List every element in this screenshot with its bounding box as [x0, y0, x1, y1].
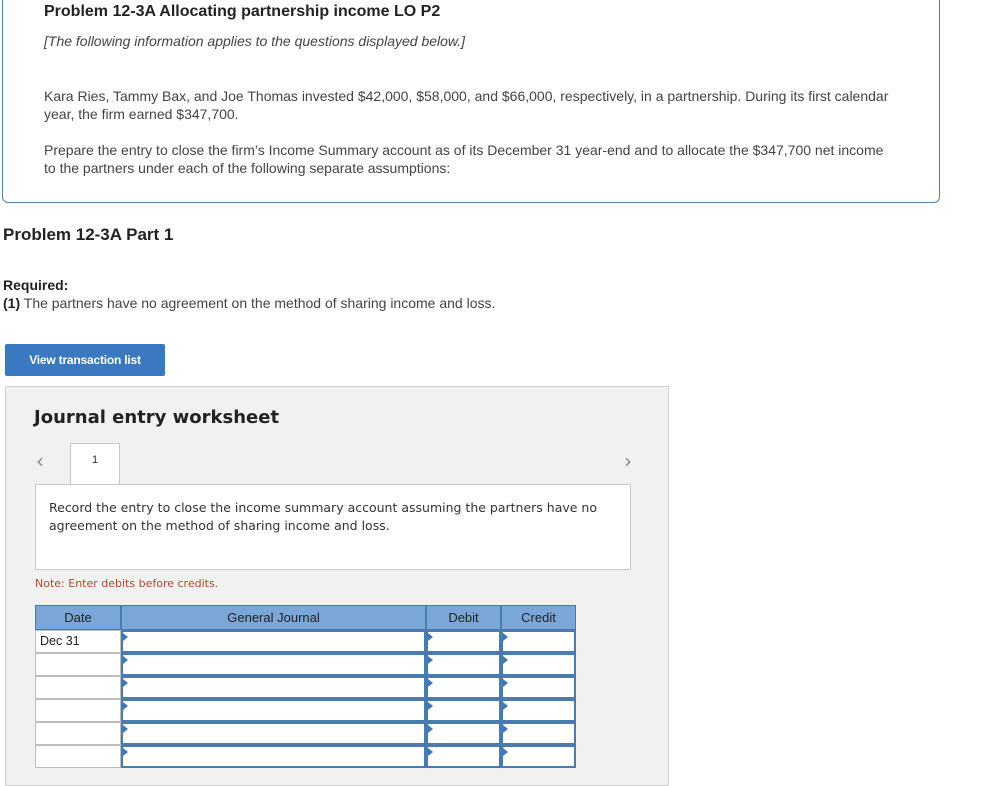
account-input[interactable]	[121, 630, 426, 653]
worksheet-instruction: Record the entry to close the income summary account assuming the partners have no agreement on the method of sharing income and loss.	[35, 484, 631, 570]
credit-input[interactable]	[501, 653, 576, 676]
date-cell	[35, 676, 121, 699]
header-general-journal: General Journal	[121, 605, 426, 630]
dropdown-marker-icon	[503, 725, 508, 733]
dropdown-marker-icon	[503, 633, 508, 641]
dropdown-marker-icon	[503, 748, 508, 756]
journal-body	[35, 630, 576, 768]
dropdown-marker-icon	[123, 679, 128, 687]
credit-input[interactable]	[501, 745, 576, 768]
worksheet-title: Journal entry worksheet	[34, 407, 280, 428]
account-input[interactable]	[121, 676, 426, 699]
date-cell	[35, 653, 121, 676]
problem-paragraph-instructions: Prepare the entry to close the firm’s Income Summary account as of its December 31 year-end and to allocate the $347,700 net income to the partners under each of the following separate assumptions:	[44, 142, 884, 176]
part-title: Problem 12-3A Part 1	[3, 225, 174, 244]
dropdown-marker-icon	[503, 656, 508, 664]
journal-table	[35, 605, 576, 768]
table-row	[35, 699, 576, 722]
table-row	[35, 630, 576, 653]
dropdown-marker-icon	[123, 633, 128, 641]
journal-entry-worksheet	[5, 386, 669, 786]
table-row	[35, 745, 576, 768]
dropdown-marker-icon	[123, 656, 128, 664]
tab-transaction-1[interactable]: 1	[70, 443, 120, 485]
debit-input[interactable]	[426, 722, 501, 745]
dropdown-marker-icon	[123, 702, 128, 710]
date-cell	[35, 699, 121, 722]
debit-input[interactable]	[426, 745, 501, 768]
credit-input[interactable]	[501, 722, 576, 745]
chevron-right-icon[interactable]: ›	[624, 449, 632, 473]
required-number: (1)	[3, 295, 21, 311]
debit-input[interactable]	[426, 699, 501, 722]
dropdown-marker-icon	[428, 725, 433, 733]
credit-input[interactable]	[501, 699, 576, 722]
date-cell	[35, 745, 121, 768]
header-debit: Debit	[426, 605, 501, 630]
applies-note: [The following information applies to the questions displayed below.]	[44, 33, 466, 49]
dropdown-marker-icon	[123, 725, 128, 733]
required-description: The partners have no agreement on the method of sharing income and loss.	[20, 295, 496, 311]
account-input[interactable]	[121, 745, 426, 768]
date-cell: Dec 31	[35, 630, 121, 653]
chevron-left-icon[interactable]: ‹	[36, 449, 44, 473]
credit-input[interactable]	[501, 630, 576, 653]
required-text	[3, 295, 495, 311]
account-input[interactable]	[121, 653, 426, 676]
debit-input[interactable]	[426, 676, 501, 699]
dropdown-marker-icon	[428, 679, 433, 687]
dropdown-marker-icon	[503, 679, 508, 687]
credit-input[interactable]	[501, 676, 576, 699]
dropdown-marker-icon	[428, 656, 433, 664]
debit-input[interactable]	[426, 653, 501, 676]
problem-paragraph-investment: Kara Ries, Tammy Bax, and Joe Thomas invested $42,000, $58,000, and $66,000, respectively, in a partnership. During its first calendar year, the firm earned $347,700.	[44, 88, 889, 122]
problem-title: Problem 12-3A Allocating partnership income LO P2	[44, 3, 441, 20]
journal-header-row	[35, 605, 576, 630]
table-row	[35, 722, 576, 745]
dropdown-marker-icon	[123, 748, 128, 756]
table-row	[35, 653, 576, 676]
debit-input[interactable]	[426, 630, 501, 653]
view-transaction-list-button[interactable]: View transaction list	[5, 344, 165, 376]
account-input[interactable]	[121, 699, 426, 722]
date-cell	[35, 722, 121, 745]
dropdown-marker-icon	[428, 702, 433, 710]
table-row	[35, 676, 576, 699]
dropdown-marker-icon	[428, 633, 433, 641]
required-label: Required:	[3, 277, 69, 293]
account-input[interactable]	[121, 722, 426, 745]
entry-note: Note: Enter debits before credits.	[35, 577, 219, 590]
header-date: Date	[35, 605, 121, 630]
dropdown-marker-icon	[503, 702, 508, 710]
dropdown-marker-icon	[428, 748, 433, 756]
header-credit: Credit	[501, 605, 576, 630]
